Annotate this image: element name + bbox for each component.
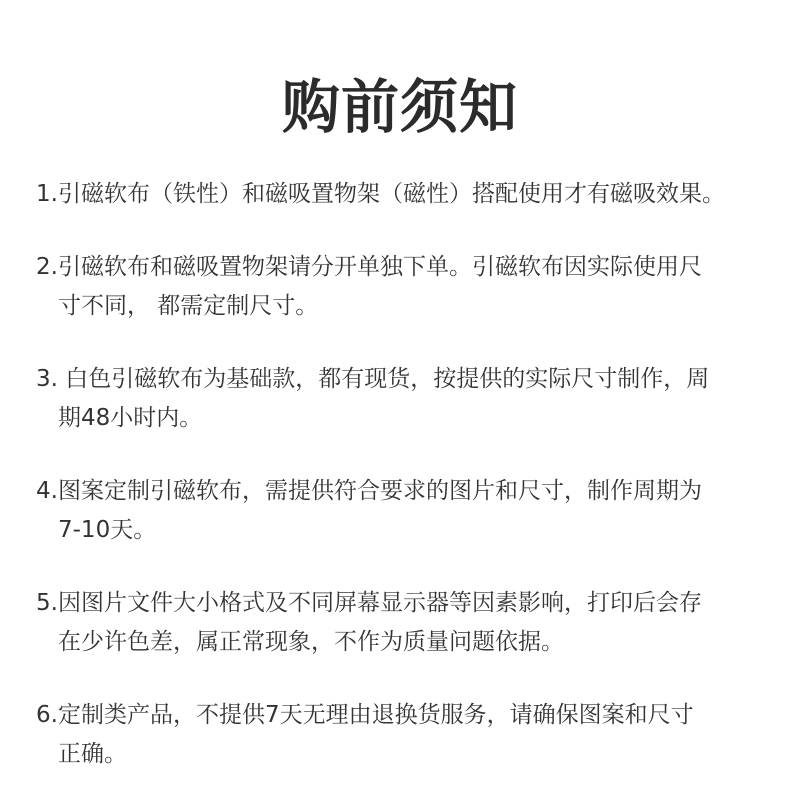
notice-item-1-line-1: 1.引磁软布（铁性）和磁吸置物架（磁性）搭配使用才有磁吸效果。 [36, 181, 725, 207]
notice-item-2-line-1: 2.引磁软布和磁吸置物架请分开单独下单。引磁软布因实际使用尺 [36, 254, 702, 280]
notice-item-3-line-1: 3. 白色引磁软布为基础款，都有现货，按提供的实际尺寸制作，周 [36, 366, 710, 392]
notice-item-2-line-2: 寸不同， 都需定制尺寸。 [58, 293, 319, 319]
notice-item-4 [36, 472, 776, 550]
notice-item-5-line-1: 5.因图片文件大小格式及不同屏幕显示器等因素影响，打印后会存 [36, 590, 702, 616]
notice-item-6 [36, 696, 776, 774]
notice-item-4-line-1: 4.图案定制引磁软布，需提供符合要求的图片和尺寸，制作周期为 [36, 478, 702, 504]
notice-item-5 [36, 584, 776, 662]
page-title: 购前须知 [281, 72, 518, 141]
notice-item-2 [36, 248, 776, 326]
notice-item-6-line-1: 6.定制类产品，不提供7天无理由退换货服务，请确保图案和尺寸 [36, 702, 694, 728]
notice-item-3 [36, 360, 776, 438]
notice-item-6-line-2: 正确。 [58, 741, 127, 767]
notice-item-4-line-2: 7-10天。 [58, 517, 157, 543]
notice-item-5-line-2: 在少许色差，属正常现象，不作为质量问题依据。 [58, 629, 564, 655]
notice-list [36, 175, 776, 808]
notice-item-3-line-2: 期48小时内。 [58, 405, 203, 431]
notice-item-1 [36, 175, 776, 214]
